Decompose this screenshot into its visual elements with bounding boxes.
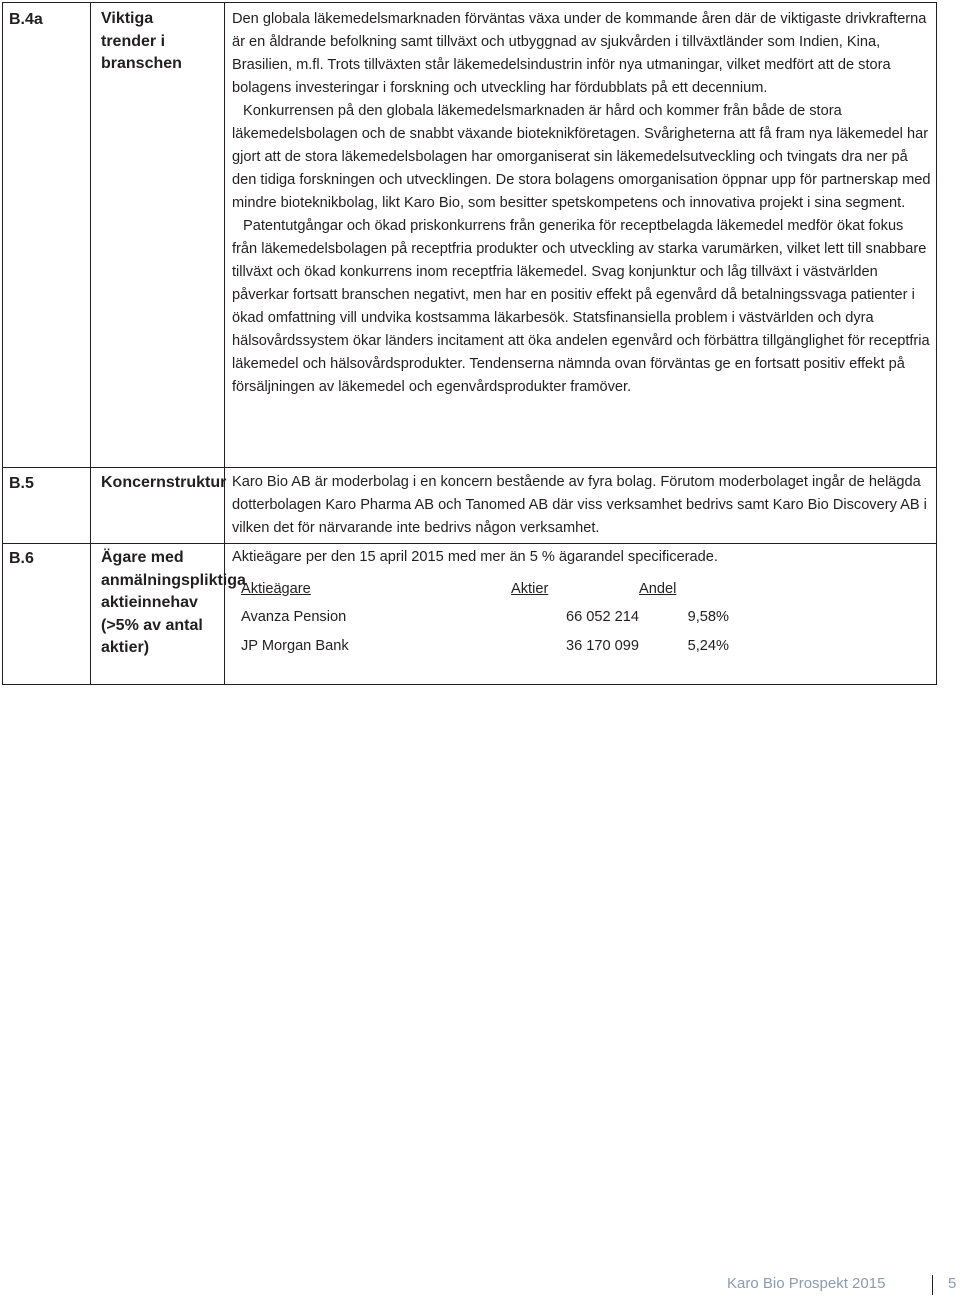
- header-shares: Aktier: [511, 581, 549, 597]
- holder-share-pct: 5,24%: [687, 638, 729, 654]
- section-code-b4a: B.4a: [9, 11, 43, 28]
- section-content-b5: [232, 471, 932, 540]
- row-divider: [3, 467, 936, 468]
- paragraph: Den globala läkemedelsmarknaden förväntas växa under de kommande åren där de viktigaste drivkrafterna är en åldrande befolkning samt tillväxt och utbyggnad av sjukvården i tillväxtländer som Indien, Kina, Brasilien, m.fl. Trots tillväxten står läkemedelsindustrin inför nya utmaningar, vilket medfört att de stora bolagens investeringar i forskning och utveckling har fördubblats på ett decennium.: [232, 11, 927, 96]
- section-label-b5: Koncernstruktur: [101, 474, 227, 491]
- holder-shares: 66 052 214: [565, 609, 639, 625]
- header-holder: Aktieägare: [241, 581, 311, 597]
- shareholders-table: [241, 576, 729, 661]
- table-row: [241, 603, 729, 632]
- footer-divider: [932, 1275, 933, 1295]
- footer-doc-title: Karo Bio Prospekt 2015: [727, 1275, 886, 1292]
- paragraph: Konkurrensen på den globala läkemedelsmarknaden är hård och kommer från både de stora läkemedelsbolagen och de snabbt växande bioteknikföretagen. Svårigheterna att få fram nya läkemedel har gjort att de stora läkemedelsbolagen har omorganiserat sin läkemedelsutveckling och tvingats dra ner på den tidiga forskningen och utvecklingen. De stora bolagens omorganisation öppnar upp för partnerskap med mindre bioteknikbolag, likt Karo Bio, som besitter spetskompetens och innovativa projekt i sina segment.: [232, 103, 931, 211]
- section-content-b4a: [232, 8, 932, 399]
- table-row: [241, 632, 729, 661]
- section-code-b6: B.6: [9, 550, 34, 567]
- section-code-b5: B.5: [9, 475, 34, 492]
- table-header-row: [241, 576, 729, 603]
- holder-name: JP Morgan Bank: [241, 638, 349, 654]
- shareholders-intro: Aktieägare per den 15 april 2015 med mer än 5 % ägarandel specificerade.: [232, 549, 718, 565]
- section-label-b6: Ägare med anmälningspliktiga aktieinnehav (>5% av antal aktier): [101, 549, 246, 657]
- paragraph: Karo Bio AB är moderbolag i en koncern bestående av fyra bolag. Förutom moderbolaget ingår de helägda dotterbolagen Karo Pharma AB och Tanomed AB där viss verksamhet bedrivs samt Karo Bio Discovery AB i vilken det för närvarande inte bedrivs någon verksamhet.: [232, 474, 927, 536]
- page-number: 5: [948, 1275, 957, 1292]
- holder-shares: 36 170 099: [565, 638, 639, 654]
- column-divider: [90, 3, 91, 684]
- holder-name: Avanza Pension: [241, 609, 347, 625]
- section-content-b6: [232, 546, 932, 661]
- paragraph: Patentutgångar och ökad priskonkurrens från generika för receptbelagda läkemedel medför ökat fokus från läkemedelsbolagen på receptfria produkter och utveckling av starka varumärken, vilket lett till snabbare tillväxt och ökad konkurrens inom receptfria läkemedel. Svag konjunktur och låg tillväxt i västvärlden påverkar fortsatt branschen negativt, men har en positiv effekt på egenvård då betalningssvaga patienter i ökad omfattning vill undvika kostsamma läkarbesök. Statsfinansiella problem i västvärlden och dyra hälsovårdssystem ökar länders incitament att öka andelen egenvård och förbättra tillgänglighet för receptfria läkemedel och hälsovårdsprodukter. Tendenserna nämnda ovan förväntas ge en fortsatt positiv effekt på försäljningen av läkemedel och egenvårdsprodukter framöver.: [232, 218, 930, 395]
- header-share-pct: Andel: [639, 581, 677, 597]
- holder-share-pct: 9,58%: [687, 609, 729, 625]
- summary-table: [2, 2, 937, 685]
- row-divider: [3, 543, 936, 544]
- section-label-b4a: Viktiga trender i branschen: [101, 10, 182, 73]
